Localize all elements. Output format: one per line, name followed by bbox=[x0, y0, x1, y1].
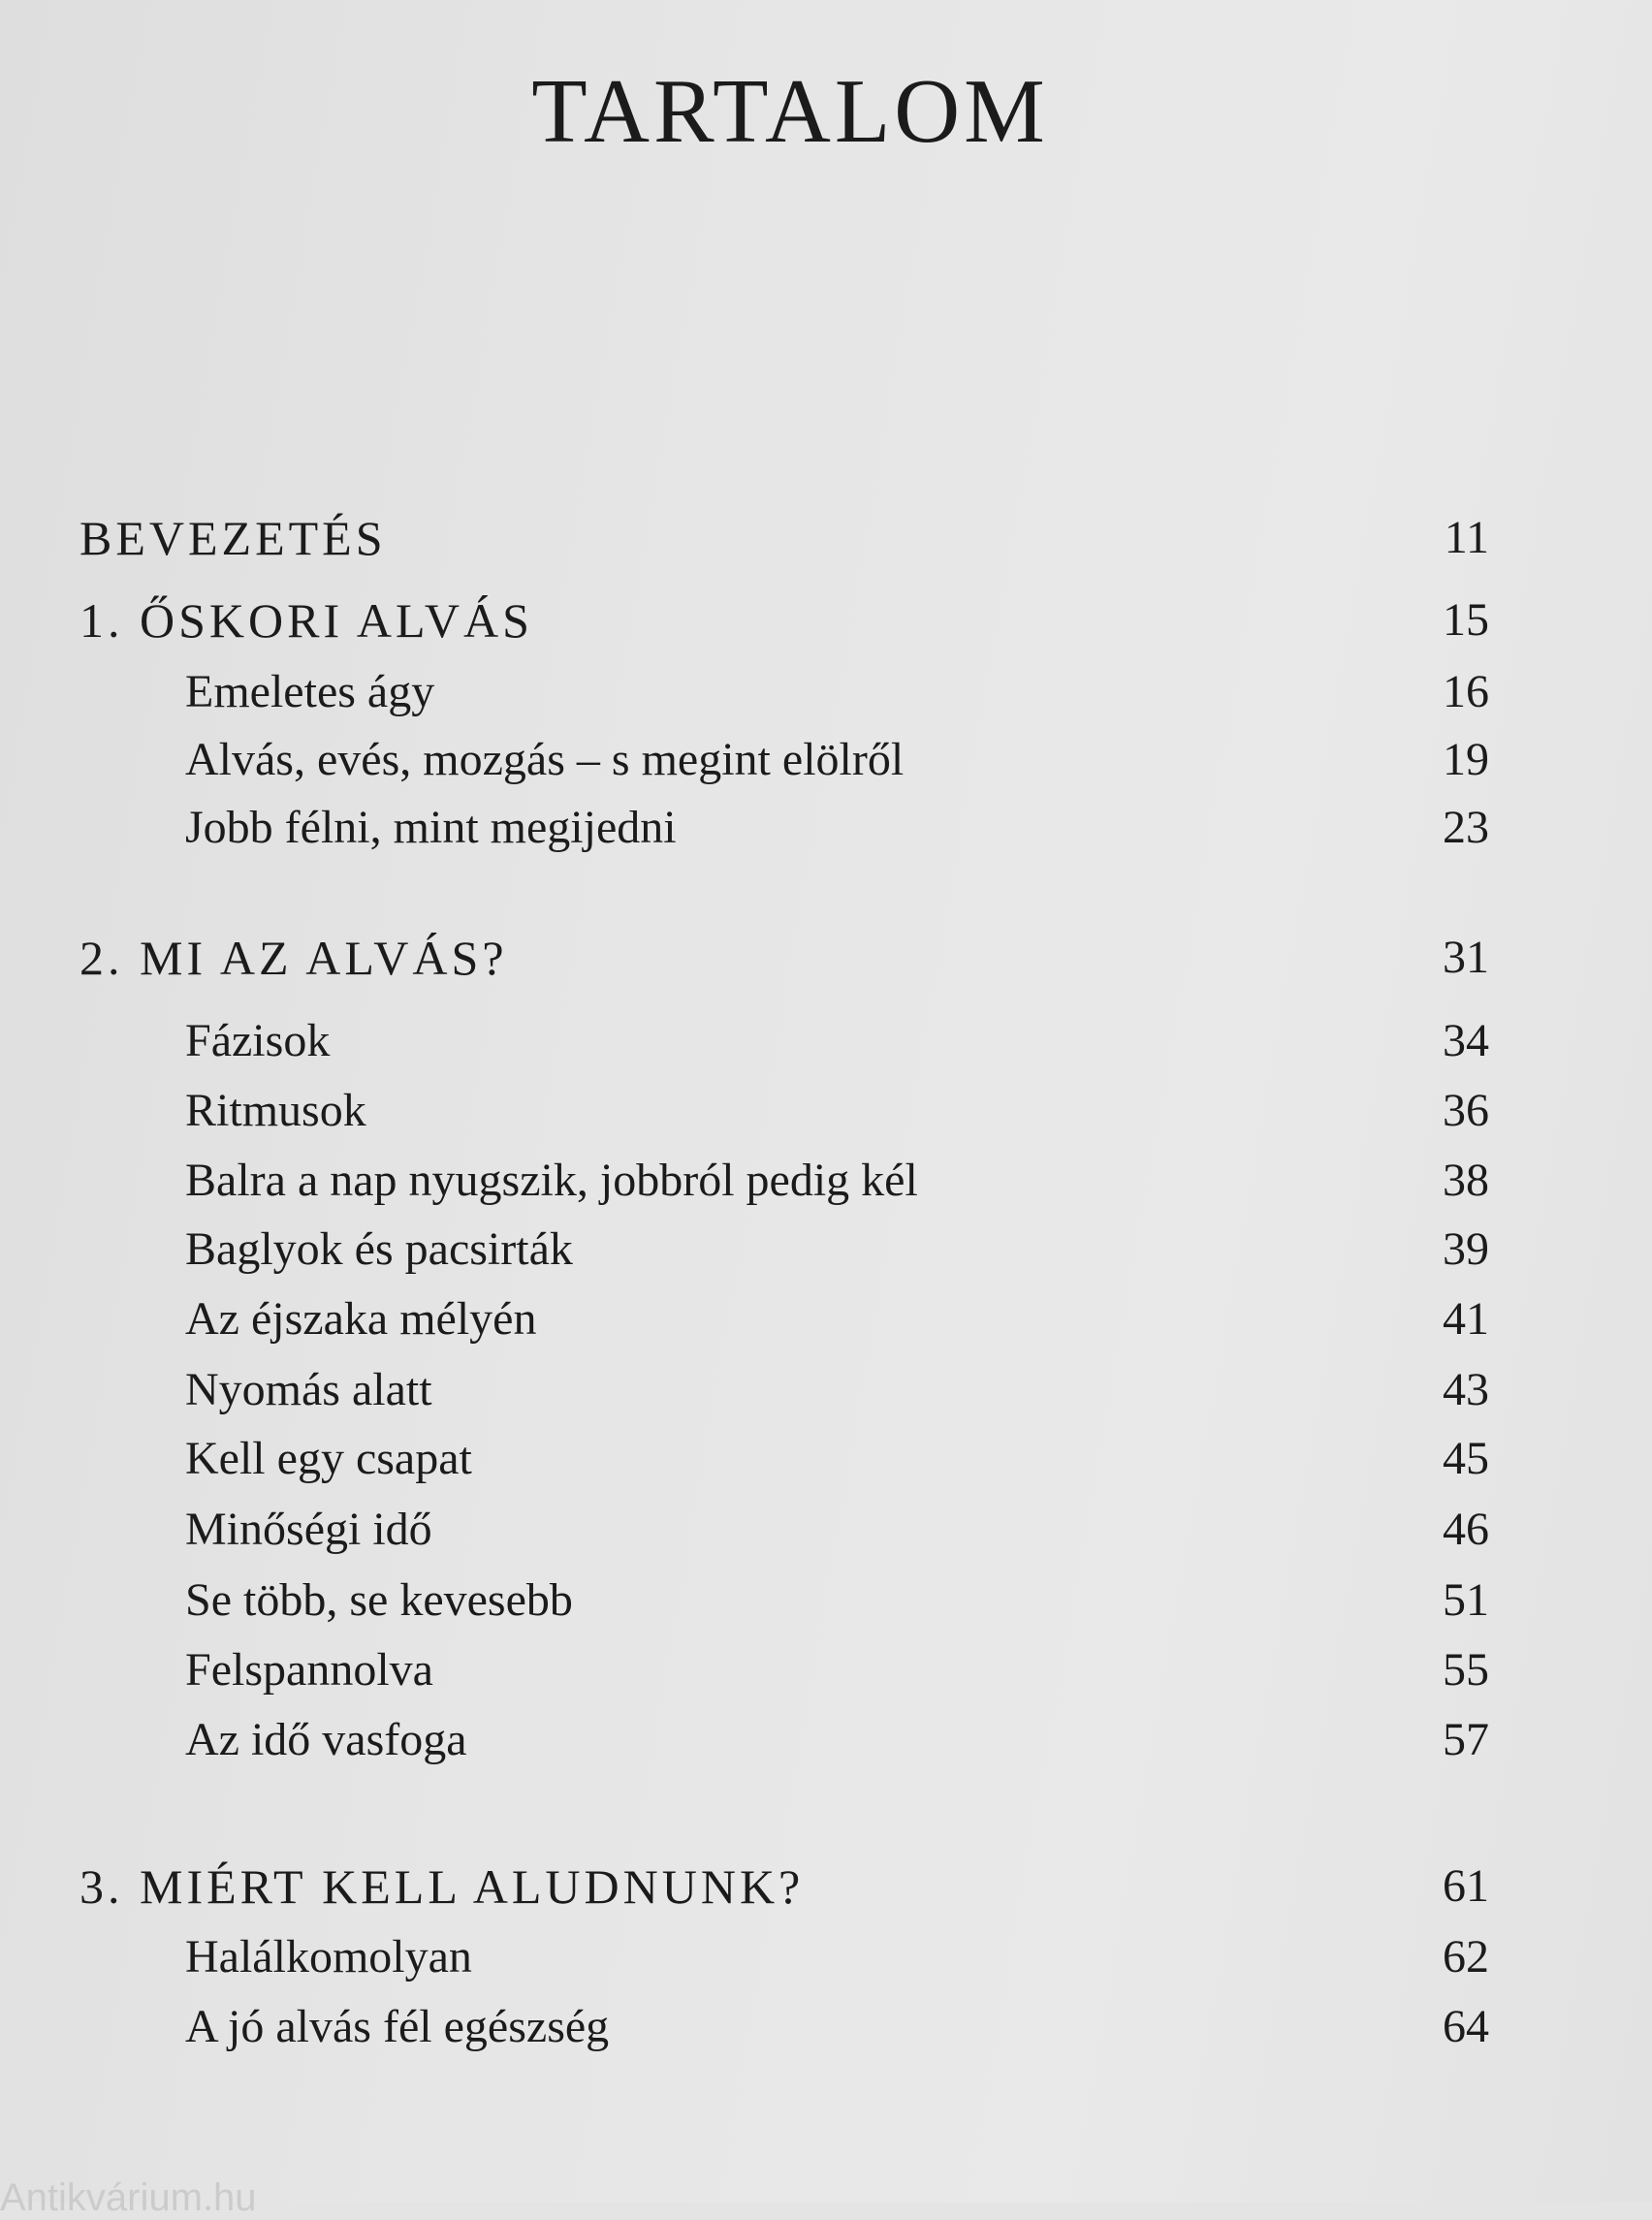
page-number: 41 bbox=[1443, 1293, 1489, 1345]
page-number: 34 bbox=[1443, 1015, 1489, 1066]
section-title: Balra a nap nyugszik, jobbról pedig kél bbox=[185, 1155, 918, 1206]
page-number: 15 bbox=[1443, 594, 1489, 646]
page-number: 64 bbox=[1443, 2001, 1489, 2052]
section-title: Alvás, evés, mozgás – s megint elölről bbox=[185, 734, 905, 785]
toc-section-row bbox=[0, 796, 1652, 860]
page-number: 16 bbox=[1443, 666, 1489, 717]
page-number: 19 bbox=[1443, 734, 1489, 785]
toc-section-row bbox=[0, 1079, 1652, 1143]
page-number: 43 bbox=[1443, 1364, 1489, 1415]
toc-section-row bbox=[0, 1427, 1652, 1491]
page-number: 61 bbox=[1443, 1860, 1489, 1912]
toc-chapter-row bbox=[0, 506, 1652, 570]
toc-chapter-row bbox=[0, 926, 1652, 990]
toc-section-row bbox=[0, 1287, 1652, 1351]
toc-section-row bbox=[0, 1218, 1652, 1282]
toc-section-row bbox=[0, 1149, 1652, 1213]
section-title: Az éjszaka mélyén bbox=[185, 1293, 537, 1345]
page-number: 31 bbox=[1443, 932, 1489, 983]
section-title: Fázisok bbox=[185, 1015, 331, 1066]
section-title: A jó alvás fél egészség bbox=[185, 2001, 610, 2052]
chapter-title: BEVEZETÉS bbox=[79, 511, 387, 565]
toc-section-row bbox=[0, 1925, 1652, 1989]
toc-section-row bbox=[0, 1009, 1652, 1073]
toc-section-row bbox=[0, 1995, 1652, 2059]
page-number: 39 bbox=[1443, 1223, 1489, 1275]
page-number: 38 bbox=[1443, 1155, 1489, 1206]
section-title: Minőségi idő bbox=[185, 1504, 432, 1555]
page-number: 62 bbox=[1443, 1931, 1489, 1982]
chapter-title: 1. ŐSKORI ALVÁS bbox=[79, 593, 533, 648]
section-title: Emeletes ágy bbox=[185, 666, 435, 717]
watermark: Antikvárium.hu bbox=[0, 2176, 257, 2219]
page-number: 36 bbox=[1443, 1085, 1489, 1136]
page-title: TARTALOM bbox=[531, 61, 1049, 162]
section-title: Halálkomolyan bbox=[185, 1931, 472, 1982]
page-number: 23 bbox=[1443, 802, 1489, 853]
section-title: Felspannolva bbox=[185, 1644, 433, 1696]
section-title: Kell egy csapat bbox=[185, 1433, 472, 1484]
page-number: 45 bbox=[1443, 1433, 1489, 1484]
section-title: Jobb félni, mint megijedni bbox=[185, 802, 677, 853]
chapter-title: 2. MI AZ ALVÁS? bbox=[79, 931, 508, 985]
toc-section-row bbox=[0, 1708, 1652, 1772]
page-number: 46 bbox=[1443, 1504, 1489, 1555]
page-number: 55 bbox=[1443, 1644, 1489, 1696]
section-title: Ritmusok bbox=[185, 1085, 366, 1136]
section-title: Az idő vasfoga bbox=[185, 1714, 467, 1765]
toc-section-row bbox=[0, 1638, 1652, 1702]
toc-chapter-row bbox=[0, 588, 1652, 652]
page-number: 51 bbox=[1443, 1574, 1489, 1626]
section-title: Se több, se kevesebb bbox=[185, 1574, 573, 1626]
section-title: Nyomás alatt bbox=[185, 1364, 432, 1415]
page-number: 11 bbox=[1444, 512, 1489, 563]
section-title: Baglyok és pacsirták bbox=[185, 1223, 573, 1275]
toc-section-row bbox=[0, 660, 1652, 724]
toc-section-row bbox=[0, 728, 1652, 792]
page-number: 57 bbox=[1443, 1714, 1489, 1765]
chapter-title: 3. MIÉRT KELL ALUDNUNK? bbox=[79, 1859, 805, 1914]
toc-section-row bbox=[0, 1569, 1652, 1633]
toc-section-row bbox=[0, 1498, 1652, 1562]
toc-chapter-row bbox=[0, 1855, 1652, 1919]
toc-section-row bbox=[0, 1358, 1652, 1422]
